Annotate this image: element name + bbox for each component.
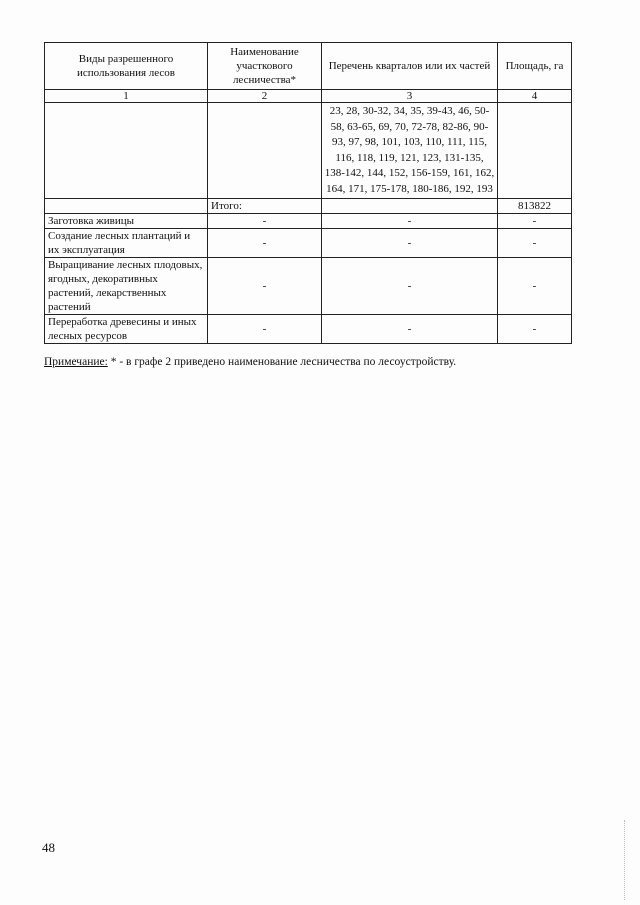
forest-use-table [44, 42, 572, 344]
page-number: 48 [42, 840, 55, 855]
forestry-cell: - [208, 315, 322, 344]
quarters-use-cell [45, 103, 208, 199]
use-type-cell: Создание лесных плантаций и их эксплуатация [45, 229, 208, 258]
table-row [45, 258, 572, 315]
header-area: Площадь, га [498, 43, 572, 90]
footnote-text: * - в графе 2 приведено наименование лесничества по лесоустройству. [107, 356, 457, 368]
quarters-area-cell [498, 103, 572, 199]
use-type-cell: Переработка древесины и иных лесных ресурсов [45, 315, 208, 344]
forestry-cell: - [208, 229, 322, 258]
quarters-row [45, 103, 572, 199]
column-number: 2 [208, 90, 322, 103]
table-header-row [45, 43, 572, 90]
column-number: 1 [45, 90, 208, 103]
area-cell: - [498, 214, 572, 229]
footnote [44, 356, 456, 368]
quarters-list: 23, 28, 30-32, 34, 35, 39-43, 46, 50-58, 63-65, 69, 70, 72-78, 82-86, 90-93, 97, 98, 101, 103, 110, 111, 115, 116, 118, 119, 121, 123, 131-135, 138-142, 144, 152, 156-159, 161, 162, 164, 171, 175-178, 180-186, 192, 193 [322, 103, 498, 199]
forestry-cell: - [208, 258, 322, 315]
table-row [45, 229, 572, 258]
header-quarters: Перечень кварталов или их частей [322, 43, 498, 90]
quarters-forestry-cell [208, 103, 322, 199]
header-forestry-name: Наименование участкового лесничества* [208, 43, 322, 90]
total-label: Итого: [208, 199, 322, 214]
column-number: 3 [322, 90, 498, 103]
area-cell: - [498, 229, 572, 258]
quarters-cell: - [322, 214, 498, 229]
area-cell: - [498, 315, 572, 344]
column-number-row [45, 90, 572, 103]
use-type-cell: Заготовка живицы [45, 214, 208, 229]
quarters-cell: - [322, 258, 498, 315]
scan-edge-marks [624, 820, 628, 900]
use-type-cell: Выращивание лесных плодовых, ягодных, декоративных растений, лекарственных растений [45, 258, 208, 315]
total-quarters-cell [322, 199, 498, 214]
footnote-label: Примечание: [44, 356, 108, 368]
area-cell: - [498, 258, 572, 315]
table-row [45, 315, 572, 344]
forestry-cell: - [208, 214, 322, 229]
total-row [45, 199, 572, 214]
total-empty-cell [45, 199, 208, 214]
quarters-cell: - [322, 315, 498, 344]
table-row [45, 214, 572, 229]
header-use-type: Виды разрешенного использования лесов [45, 43, 208, 90]
quarters-cell: - [322, 229, 498, 258]
total-area: 813822 [498, 199, 572, 214]
column-number: 4 [498, 90, 572, 103]
